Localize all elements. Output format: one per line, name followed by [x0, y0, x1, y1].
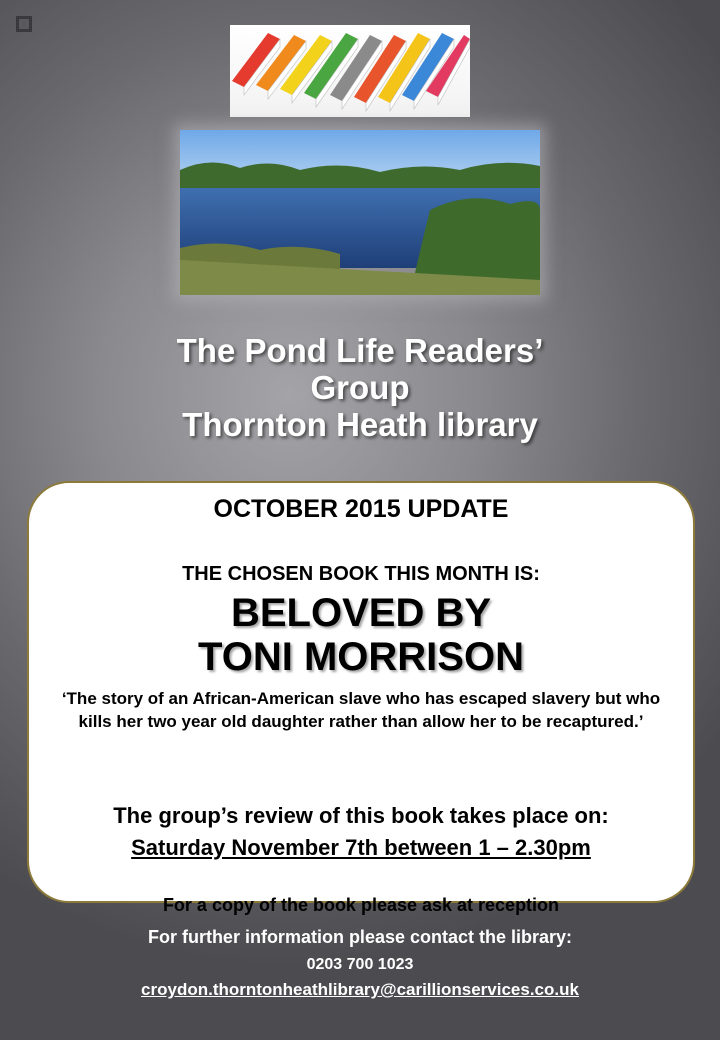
books-image	[230, 25, 470, 117]
book-synopsis: ‘The story of an African-American slave who has escaped slavery but who kills her two year old daughter rather than allow her to be recaptured.’	[61, 689, 661, 731]
copy-info: For a copy of the book please ask at reception	[162, 895, 560, 915]
title-line-3: Thornton Heath library	[182, 406, 538, 443]
update-heading: OCTOBER 2015 UPDATE	[213, 495, 509, 523]
phone-number: 0203 700 1023	[306, 956, 414, 973]
update-panel	[27, 481, 695, 915]
review-intro: The group’s review of this book takes place on:	[113, 803, 609, 828]
group-title	[0, 332, 720, 443]
book-title	[29, 591, 693, 679]
square-bullet-icon	[14, 14, 34, 34]
title-line-2: Group	[310, 369, 410, 406]
email-link[interactable]: croydon.thorntonheathlibrary@carillionservices.co.uk	[141, 980, 579, 999]
chosen-book-label: THE CHOSEN BOOK THIS MONTH IS:	[182, 563, 540, 585]
title-line-1: The Pond Life Readers’	[176, 332, 544, 369]
contact-text: For further information please contact the library:	[147, 927, 573, 947]
book-title-line-2: TONI MORRISON	[198, 635, 524, 679]
review-date: Saturday November 7th between 1 – 2.30pm	[131, 835, 591, 860]
book-title-line-1: BELOVED BY	[230, 591, 492, 635]
pond-image	[180, 130, 540, 295]
